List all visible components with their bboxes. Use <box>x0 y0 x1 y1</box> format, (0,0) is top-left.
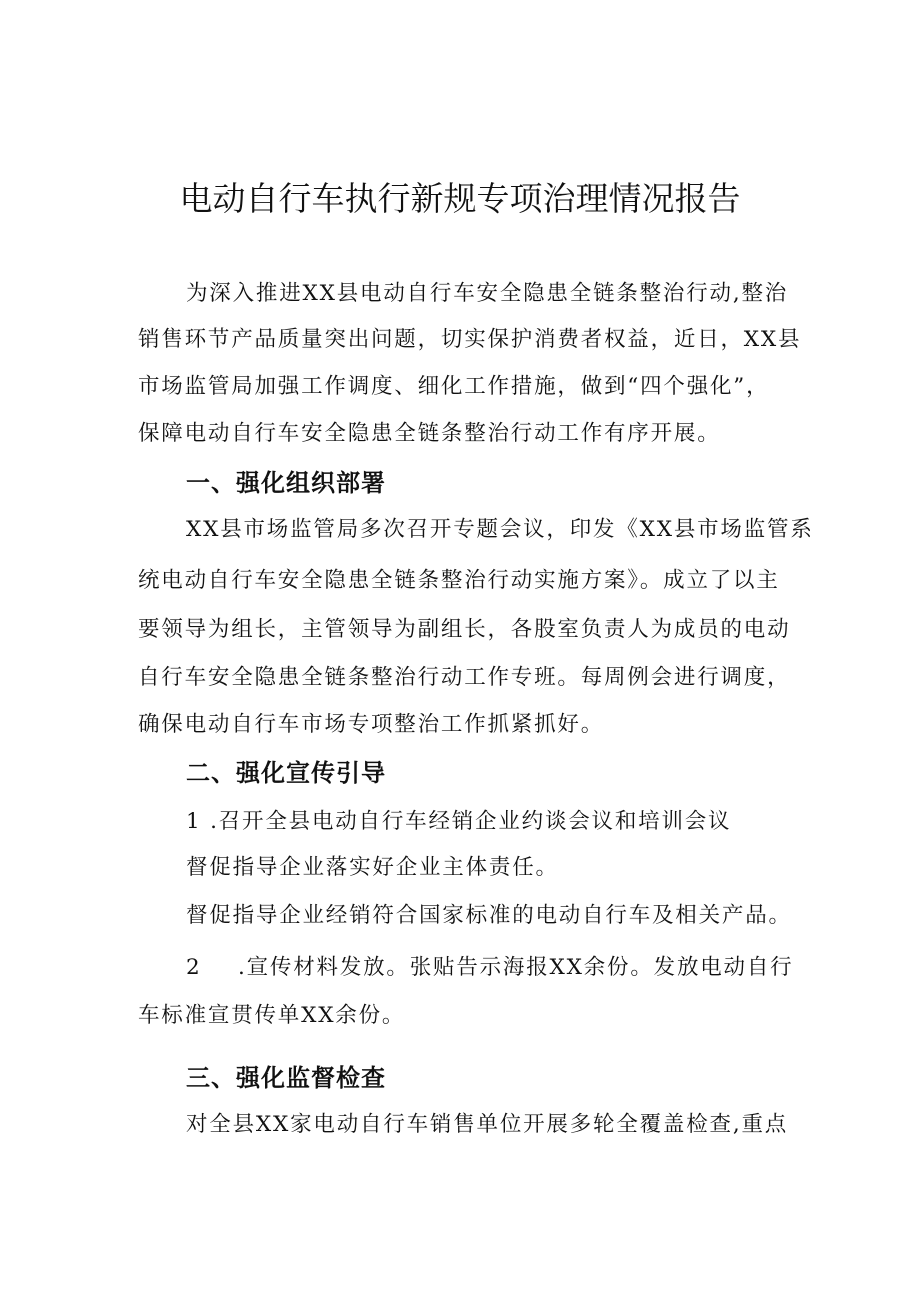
section-1-line-4: 自行车安全隐患全链条整治行动工作专班。每周例会进行调度， <box>138 665 791 690</box>
section-2-item-2-number: 2 <box>186 955 202 980</box>
intro-line-3: 市场监管局加强工作调度、细化工作措施，做到“四个强化”， <box>138 374 770 399</box>
section-2-item-2-continued: 车标准宣贯传单XX余份。 <box>138 1003 406 1028</box>
section-2-sub-1: 督促指导企业落实好企业主体责任。 <box>186 855 559 880</box>
section-2-sub-2: 督促指导企业经销符合国家标准的电动自行车及相关产品。 <box>186 903 792 928</box>
section-1-line-3: 要领导为组长，主管领导为副组长，各股室负责人为成员的电动 <box>138 617 791 642</box>
intro-line-1: 为深入推进XX县电动自行车安全隐患全链条整治行动,整治 <box>186 281 789 306</box>
section-2-item-1: 1 .召开全县电动自行车经销企业约谈会议和培训会议 <box>186 809 732 834</box>
document-title: 电动自行车执行新规专项治理情况报告 <box>179 179 741 218</box>
intro-line-2: 销售环节产品质量突出问题，切实保护消费者权益，近日，XX县 <box>138 327 802 352</box>
section-heading-2: 二、强化宣传引导 <box>186 759 386 787</box>
section-2-item-2 <box>186 953 793 983</box>
section-1-line-5: 确保电动自行车市场专项整治工作抓紧抓好。 <box>138 712 605 737</box>
section-1-line-1: XX县市场监管局多次召开专题会议，印发《XX县市场监管系 <box>186 517 814 542</box>
intro-line-4: 保障电动自行车安全隐患全链条整治行动工作有序开展。 <box>138 421 721 446</box>
section-heading-3: 三、强化监督检查 <box>186 1064 386 1092</box>
section-heading-1: 一、强化组织部署 <box>186 469 386 497</box>
section-3-line-1: 对全县XX家电动自行车销售单位开展多轮全覆盖检查,重点 <box>186 1112 789 1137</box>
section-2-item-2-text: .宣传材料发放。张贴告示海报XX余份。发放电动自行 <box>238 955 794 980</box>
section-1-line-2: 统电动自行车安全隐患全链条整治行动实施方案》。成立了以主 <box>138 568 780 593</box>
